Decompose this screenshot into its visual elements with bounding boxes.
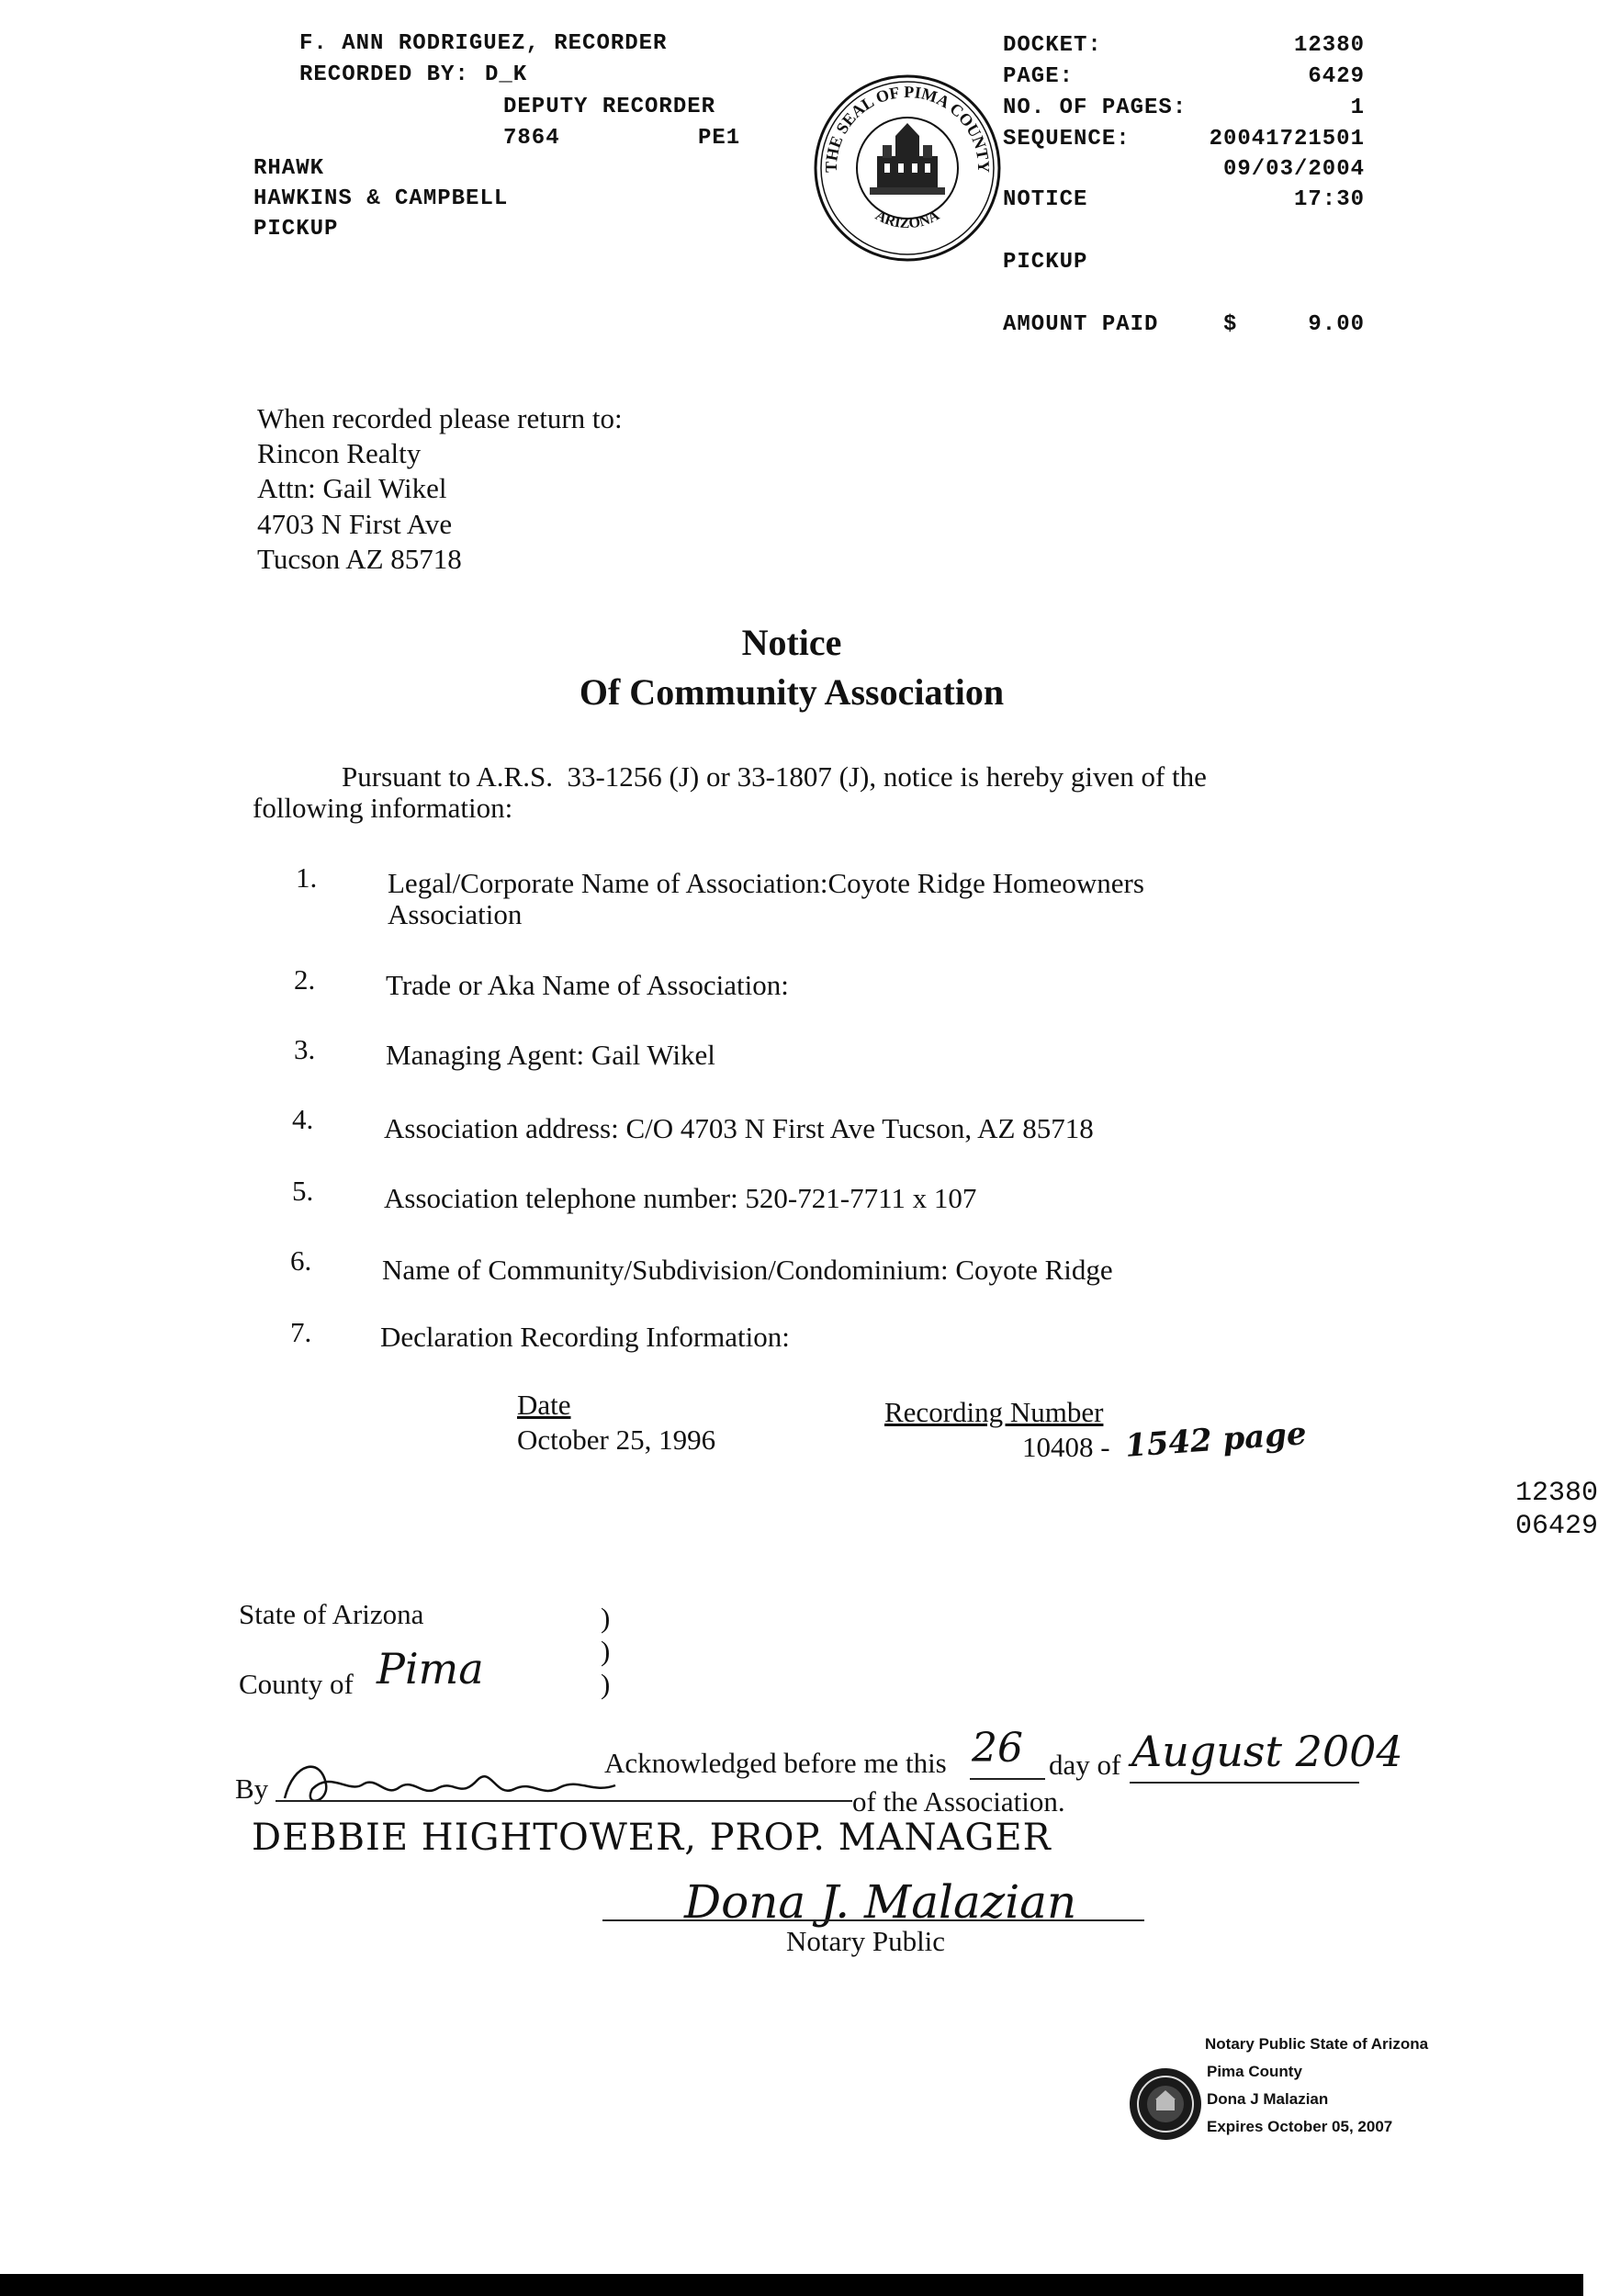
by-signature-line bbox=[276, 1800, 852, 1802]
month-line bbox=[1130, 1782, 1359, 1784]
day-of-text: day of bbox=[1049, 1749, 1121, 1781]
docket-value: 12380 bbox=[1293, 33, 1365, 58]
of-association-text: of the Association. bbox=[852, 1785, 1065, 1818]
recording-date-header: Date bbox=[517, 1389, 571, 1421]
deputy-recorder: DEPUTY RECORDER bbox=[503, 95, 716, 119]
return-to-line-5: Tucson AZ 85718 bbox=[257, 543, 462, 575]
pickup-label: PICKUP bbox=[1003, 250, 1088, 275]
intro-line-1: Pursuant to A.R.S. 33-1256 (J) or 33-1807 (J), notice is hereby given of the bbox=[342, 760, 1207, 793]
signer-name-handwritten: DEBBIE HIGHTOWER, PROP. MANAGER bbox=[252, 1817, 1052, 1859]
pages-label: NO. OF PAGES: bbox=[1003, 96, 1187, 120]
amount-currency: $ bbox=[1223, 312, 1238, 337]
notice-label: NOTICE bbox=[1003, 187, 1088, 212]
county-label: County of bbox=[239, 1668, 354, 1700]
item-text: Legal/Corporate Name of Association:Coyote Ridge Homeowners bbox=[388, 867, 1144, 899]
sequence-label: SEQUENCE: bbox=[1003, 127, 1131, 152]
page-subtitle: Of Community Association bbox=[579, 671, 1005, 713]
paren-3: ) bbox=[601, 1668, 611, 1700]
recorder-code-1: 7864 bbox=[503, 126, 560, 151]
pima-county-seal bbox=[804, 55, 996, 248]
page-label: PAGE: bbox=[1003, 64, 1075, 89]
day-handwritten: 26 bbox=[972, 1725, 1023, 1772]
item-number: 3. bbox=[294, 1033, 316, 1065]
item-text: Managing Agent: Gail Wikel bbox=[386, 1039, 715, 1071]
amount-paid-label: AMOUNT PAID bbox=[1003, 312, 1159, 337]
item-text: Association address: C/O 4703 N First Ave Tucson, AZ 85718 bbox=[384, 1112, 1094, 1144]
notary-public-label: Notary Public bbox=[786, 1925, 946, 1957]
recorder-name: F. ANN RODRIGUEZ, RECORDER bbox=[299, 31, 668, 56]
record-time: 17:30 bbox=[1293, 187, 1365, 212]
page-value: 6429 bbox=[1308, 64, 1365, 89]
header-pickup: PICKUP bbox=[253, 217, 339, 242]
margin-docket-number: 12380 06429 bbox=[1515, 1478, 1598, 1542]
recorded-by-value: D_K bbox=[485, 62, 528, 87]
acknowledged-text: Acknowledged before me this bbox=[604, 1747, 947, 1779]
recording-date-value: October 25, 1996 bbox=[517, 1424, 716, 1456]
seal-building-icon bbox=[870, 123, 945, 195]
notary-stamp-line-3: Dona J Malazian bbox=[1207, 2090, 1329, 2108]
header-firm: HAWKINS & CAMPBELL bbox=[253, 186, 509, 211]
notary-seal-icon bbox=[1120, 2050, 1196, 2125]
notary-stamp-line-1: Notary Public State of Arizona bbox=[1205, 2035, 1429, 2053]
notary-stamp-line-2: Pima County bbox=[1207, 2063, 1302, 2080]
item-number: 4. bbox=[292, 1103, 314, 1135]
scan-edge bbox=[0, 2274, 1583, 2296]
day-line bbox=[970, 1778, 1045, 1780]
header-rhawk: RHAWK bbox=[253, 156, 325, 181]
return-to-line-1: When recorded please return to: bbox=[257, 402, 623, 434]
item-text: Declaration Recording Information: bbox=[380, 1321, 790, 1353]
return-to-line-4: 4703 N First Ave bbox=[257, 508, 453, 540]
seal-bottom-text: ARIZONA bbox=[872, 208, 942, 232]
svg-text:ARIZONA bbox=[872, 208, 942, 231]
item-text: Trade or Aka Name of Association: bbox=[386, 969, 789, 1001]
item-number: 7. bbox=[290, 1316, 312, 1348]
item-number: 1. bbox=[296, 861, 318, 894]
recording-number-header: Recording Number bbox=[884, 1396, 1104, 1428]
county-handwritten: Pima bbox=[377, 1644, 484, 1694]
record-date: 09/03/2004 bbox=[1222, 157, 1365, 182]
notary-signature: Dona J. Malazian bbox=[684, 1875, 1077, 1929]
recorder-code-2: PE1 bbox=[698, 126, 741, 151]
item-text: Name of Community/Subdivision/Condominium: Coyote Ridge bbox=[382, 1254, 1113, 1286]
item-number: 5. bbox=[292, 1175, 314, 1207]
return-to-line-2: Rincon Realty bbox=[257, 437, 422, 469]
seal-top-text: THE SEAL OF PIMA COUNTY bbox=[821, 82, 994, 174]
debbie-signature bbox=[268, 1736, 617, 1800]
recording-number-value: 10408 - bbox=[1022, 1431, 1110, 1463]
month-handwritten: August 2004 bbox=[1131, 1727, 1403, 1776]
return-to-line-3: Attn: Gail Wikel bbox=[257, 472, 447, 504]
handwritten-page-note: 1542 page bbox=[1123, 1415, 1308, 1465]
notary-signature-line bbox=[602, 1919, 1144, 1921]
recorded-by-label: RECORDED BY: bbox=[299, 62, 469, 87]
pages-value: 1 bbox=[1350, 96, 1365, 120]
item-text-continued: Association bbox=[388, 898, 523, 930]
item-text: Association telephone number: 520-721-7711 x 107 bbox=[384, 1182, 977, 1214]
by-label: By bbox=[235, 1773, 269, 1805]
paren-2: ) bbox=[601, 1635, 611, 1667]
state-label: State of Arizona bbox=[239, 1598, 424, 1630]
notary-stamp-line-4: Expires October 05, 2007 bbox=[1207, 2118, 1393, 2135]
page-title: Notice bbox=[741, 622, 842, 663]
sequence-value: 20041721501 bbox=[1209, 127, 1365, 152]
paren-1: ) bbox=[601, 1602, 611, 1634]
item-number: 6. bbox=[290, 1244, 312, 1277]
item-number: 2. bbox=[294, 963, 316, 996]
docket-label: DOCKET: bbox=[1003, 33, 1102, 58]
intro-line-2: following information: bbox=[253, 792, 513, 824]
amount-paid-value: 9.00 bbox=[1308, 312, 1365, 337]
